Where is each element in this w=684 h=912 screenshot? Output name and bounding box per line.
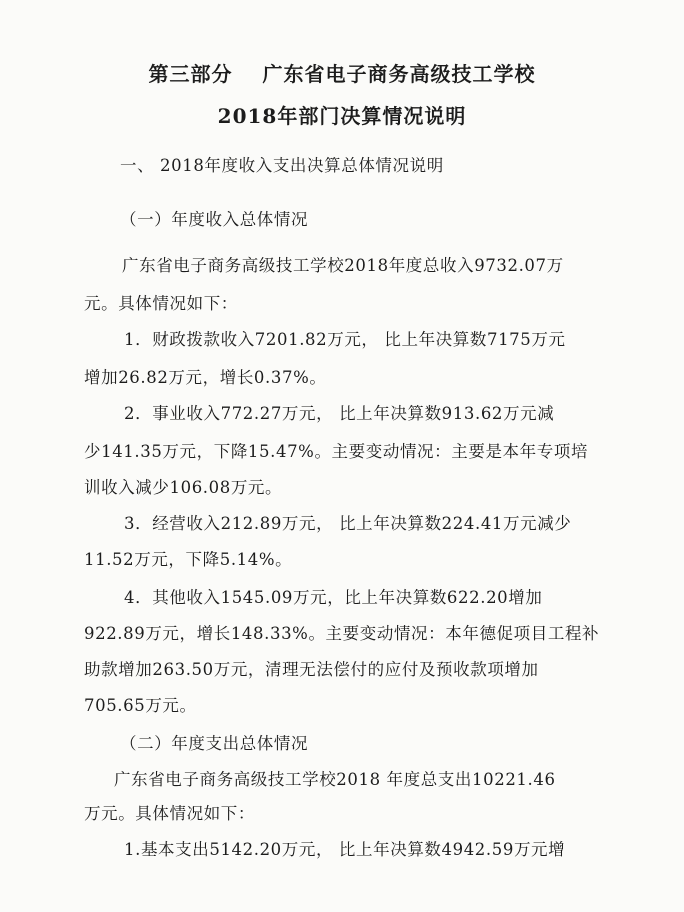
expense-intro-line-2: 万元。具体情况如下： [84,804,255,823]
document-subtitle: 2018年部门决算情况说明 [217,104,467,128]
income-intro-line-1: 广东省电子商务高级技工学校2018年度总收入9732.07万 [122,256,564,275]
income-item4-line-2: 922.89万元，增长148.33%。主要变动情况：本年德促项目工程补 [84,624,600,643]
title-school-name: 广东省电子商务高级技工学校 [262,62,536,86]
income-heading: （一）年度收入总体情况 [120,210,309,229]
income-item4-line-3: 助款增加263.50万元，清理无法偿付的应付及预收款项增加 [84,660,539,679]
income-item1-line-1: 1．财政拨款收入7201.82万元， 比上年决算数7175万元 [124,330,566,349]
section1-heading: 一、 2018年度收入支出决算总体情况说明 [120,156,444,175]
income-item2-line-3: 训收入减少106.08万元。 [84,478,283,497]
income-item1-line-2: 增加26.82万元，增长0.37%。 [84,368,327,387]
expense-heading: （二）年度支出总体情况 [120,734,309,753]
income-item4-line-1: 4．其他收入1545.09万元，比上年决算数622.20增加 [124,588,543,607]
income-item2-line-2: 少141.35万元，下降15.47%。主要变动情况：主要是本年专项培 [84,442,589,461]
income-item3-line-1: 3．经营收入212.89万元， 比上年决算数224.41万元减少 [124,514,572,533]
expense-item1-line-1: 1.基本支出5142.20万元， 比上年决算数4942.59万元增 [124,840,566,859]
expense-intro-line-1: 广东省电子商务高级技工学校2018 年度总支出10221.46 [114,770,556,789]
income-intro-line-2: 元。具体情况如下： [84,294,238,313]
income-item4-line-4: 705.65万元。 [84,696,197,715]
income-item2-line-1: 2．事业收入772.27万元， 比上年决算数913.62万元减 [124,404,555,423]
income-item3-line-2: 11.52万元，下降5.14%。 [84,550,293,569]
title-part-label: 第三部分 [148,62,233,86]
document-title [0,58,684,87]
